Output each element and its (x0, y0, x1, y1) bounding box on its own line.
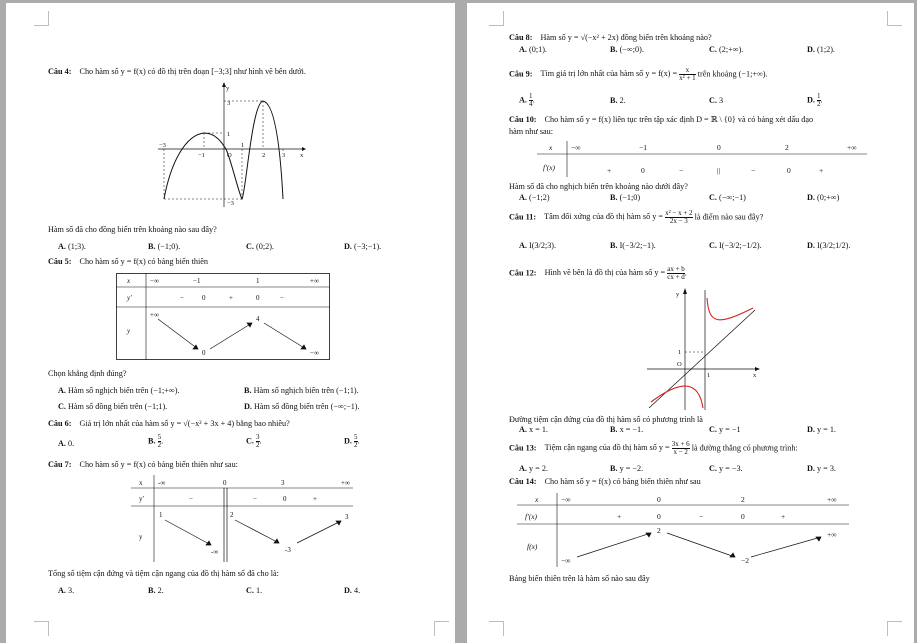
q5-option-b[interactable]: B. Hàm số nghịch biến trên (−1;1). (244, 386, 359, 395)
q10-option-d[interactable]: D. (0;+∞) (807, 193, 840, 202)
svg-text:−1: −1 (639, 143, 647, 152)
q7-question: Tổng số tiệm cận đứng và tiệm cận ngang của đồ thị hàm số đã cho là: (48, 569, 279, 578)
svg-text:1: 1 (256, 277, 260, 285)
crop-mark (34, 11, 49, 26)
svg-text:+∞: +∞ (341, 479, 350, 487)
svg-text:+: + (781, 512, 786, 521)
q10-stem-2: hàm như sau: (509, 127, 554, 136)
q4-text: Cho hàm số y = f(x) có đồ thị trên đoạn [−3;3] như hình vẽ bên dưới. (79, 67, 306, 76)
crop-mark (489, 11, 504, 26)
tick-y1: 1 (227, 131, 231, 138)
y-axis-arrow (683, 288, 687, 294)
svg-text:0: 0 (657, 495, 661, 504)
svg-text:x: x (127, 277, 131, 285)
svg-text:−: − (280, 294, 284, 302)
svg-text:+: + (607, 166, 612, 175)
svg-text:x: x (139, 479, 143, 487)
svg-text:0: 0 (657, 512, 661, 521)
q12-option-d[interactable]: D. y = 1. (807, 425, 836, 434)
svg-text:3: 3 (281, 479, 285, 487)
svg-text:0: 0 (787, 166, 791, 175)
svg-text:+∞: +∞ (827, 530, 837, 539)
q14-variation-table (517, 491, 852, 569)
svg-text:−: − (253, 495, 257, 503)
crop-mark (887, 621, 902, 636)
crop-mark (887, 11, 902, 26)
tick-yneg3: −3 (227, 200, 234, 207)
svg-text:0: 0 (717, 143, 721, 152)
svg-text:-∞: -∞ (211, 548, 219, 556)
svg-text:4: 4 (256, 315, 260, 323)
q5-stem: Câu 5: Cho hàm số y = f(x) có bảng biến thiên (48, 257, 209, 266)
q4-question: Hàm số đã cho đồng biến trên khoảng nào sau đây? (48, 225, 217, 234)
crop-mark (489, 621, 504, 636)
q5-option-d[interactable]: D. Hàm số đồng biến trên (−∞;−1). (244, 402, 360, 411)
svg-text:2: 2 (741, 495, 745, 504)
tick-neg1: −1 (198, 152, 205, 159)
svg-text:0: 0 (256, 294, 260, 302)
svg-text:+: + (617, 512, 622, 521)
q7-option-c[interactable]: C. 1. (246, 586, 263, 595)
svg-text:1: 1 (707, 372, 711, 379)
q10-sign-table (537, 139, 869, 179)
x-axis-arrow (302, 147, 306, 151)
q14-question: Bảng biến thiên trên là hàm số nào sau đây (509, 574, 650, 583)
q10-question: Hàm số đã cho nghịch biến trên khoảng nào dưới đây? (509, 182, 688, 191)
svg-text:0: 0 (223, 479, 227, 487)
svg-text:0: 0 (641, 166, 645, 175)
svg-text:x: x (535, 495, 539, 504)
q4-option-a[interactable]: A. (1;3). (58, 242, 86, 251)
q11-option-a[interactable]: A. I(3/2;3). (519, 241, 557, 250)
svg-text:+: + (313, 495, 317, 503)
svg-text:0: 0 (202, 349, 206, 357)
svg-text:O: O (677, 361, 682, 368)
tick-2: 2 (262, 152, 266, 159)
svg-text:−: − (189, 495, 193, 503)
q5-variation-table (116, 273, 331, 361)
q4-graph (156, 81, 306, 211)
q14-stem: Câu 14: Cho hàm số y = f(x) có bảng biến thiên như sau (509, 477, 701, 486)
tick-3: 3 (282, 152, 286, 159)
curve-left-branch (651, 386, 703, 408)
q12-graph (647, 286, 762, 412)
q6-option-a[interactable]: A. 0. (58, 439, 75, 448)
q8-option-d[interactable]: D. (1;2). (807, 45, 835, 54)
svg-text:−2: −2 (741, 556, 749, 565)
svg-text:−: − (699, 512, 704, 521)
q12-option-a[interactable]: A. x = 1. (519, 425, 548, 434)
svg-text:-∞: -∞ (158, 479, 166, 487)
svg-text:0: 0 (202, 294, 206, 302)
q9-option-a[interactable]: A. $\frac{1}{4}$ . (519, 92, 535, 108)
x-axis-label: x (300, 152, 304, 159)
svg-text:y: y (676, 291, 680, 298)
svg-text:−∞: −∞ (310, 349, 319, 357)
tick-neg3: −3 (159, 142, 166, 149)
q9-option-c[interactable]: C. 3 (709, 96, 724, 105)
q13-stem: Câu 13: Tiệm cận ngang của đồ thị hàm số y = $\frac{3x + 6}{x - 2}$ là đường thẳng có phương trình: (509, 440, 798, 456)
svg-text:||: || (717, 166, 721, 175)
svg-text:+: + (819, 166, 824, 175)
svg-text:+: + (229, 294, 233, 302)
tick-y3: 3 (227, 100, 231, 107)
q10-option-b[interactable]: B. (−1;0) (610, 193, 641, 202)
q4-option-d[interactable]: D. (−3;−1). (344, 242, 382, 251)
q12-option-c[interactable]: C. y = −1 (709, 425, 741, 434)
svg-text:f′(x): f′(x) (543, 163, 556, 172)
svg-text:−1: −1 (193, 277, 201, 285)
q13-option-c[interactable]: C. y = −3. (709, 464, 743, 473)
svg-text:x: x (753, 372, 757, 379)
svg-text:−∞: −∞ (561, 495, 571, 504)
y-axis-label: y (226, 85, 230, 92)
crop-mark (434, 621, 449, 636)
svg-text:1: 1 (678, 349, 682, 356)
q5-question: Chọn khẳng định đúng? (48, 369, 127, 378)
q11-option-b[interactable]: B. I(−3/2;−1). (610, 241, 656, 250)
q4-option-b[interactable]: B. (−1;0). (148, 242, 181, 251)
q7-option-a[interactable]: A. 3. (58, 586, 75, 595)
svg-text:+∞: +∞ (827, 495, 837, 504)
q8-option-a[interactable]: A. (0;1). (519, 45, 547, 54)
q7-option-d[interactable]: D. 4. (344, 586, 361, 595)
svg-text:y′: y′ (127, 294, 132, 302)
svg-text:0: 0 (283, 495, 287, 503)
tick-1: 1 (241, 142, 245, 149)
q7-stem: Câu 7: Cho hàm số y = f(x) có bảng biến thiên như sau: (48, 460, 238, 469)
q13-option-b[interactable]: B. y = −2. (610, 464, 644, 473)
svg-text:−∞: −∞ (561, 556, 571, 565)
svg-text:−∞: −∞ (150, 277, 159, 285)
svg-text:f(x): f(x) (527, 542, 538, 551)
svg-text:2: 2 (230, 511, 234, 519)
q11-stem: Câu 11: Tâm đối xứng của đồ thị hàm số y = $\frac{\text{x² − x + 2}}{2x - 3}$ là điểm nào sau đây? (509, 209, 764, 225)
q4-label: Câu 4: (48, 67, 72, 76)
crop-mark (34, 621, 49, 636)
function-curve (164, 101, 286, 199)
q11-option-d[interactable]: D. I(3/2;1/2). (807, 241, 851, 250)
svg-text:0: 0 (741, 512, 745, 521)
svg-text:+∞: +∞ (150, 311, 159, 319)
svg-text:−: − (751, 166, 756, 175)
svg-text:y: y (139, 533, 143, 541)
q5-option-a[interactable]: A. Hàm số nghịch biến trên (−1;+∞). (58, 386, 180, 395)
q7-variation-table (131, 475, 356, 563)
q7-option-b[interactable]: B. 2. (148, 586, 164, 595)
svg-text:2: 2 (785, 143, 789, 152)
q4-stem (48, 67, 306, 77)
svg-text:−: − (180, 294, 184, 302)
q8-option-b[interactable]: B. (−∞;0). (610, 45, 644, 54)
svg-text:2: 2 (657, 526, 661, 535)
q13-option-d[interactable]: D. y = 3. (807, 464, 836, 473)
svg-text:3: 3 (345, 513, 349, 521)
x-axis-arrow (755, 367, 760, 371)
q11-option-c[interactable]: C. I(−3/2;−1/2). (709, 241, 762, 250)
q8-option-c[interactable]: C. (2;+∞). (709, 45, 744, 54)
q10-stem: Câu 10: Cho hàm số y = f(x) liên tục trên tập xác định D = ℝ \ {0} và có bảng xét dấu đạo (509, 115, 814, 124)
curve-right-branch (707, 298, 753, 320)
q6-option-b[interactable]: B. $\frac{5}{2}$ . (148, 433, 164, 449)
svg-text:y′: y′ (139, 495, 145, 503)
origin-label: O (227, 152, 232, 159)
svg-text:1: 1 (159, 511, 163, 519)
page-left (6, 3, 455, 643)
q6-stem: Câu 6: Giá trị lớn nhất của hàm số y = √(−x² + 3x + 4) bằng bao nhiêu? (48, 419, 290, 428)
q9-stem: Câu 9: Tìm giá trị lớn nhất của hàm số y = f(x) = $\frac{x}{\text{x² + 1}}$ trên khoảng (−1;+∞). (509, 66, 768, 82)
q10-option-c[interactable]: C. (−∞;−1) (709, 193, 746, 202)
svg-text:f′(x): f′(x) (525, 512, 538, 521)
q6-option-c[interactable]: C. $\frac{3}{2}$ . (246, 433, 262, 449)
svg-text:+∞: +∞ (310, 277, 319, 285)
svg-text:+∞: +∞ (847, 143, 857, 152)
svg-text:−∞: −∞ (571, 143, 581, 152)
q4-option-c[interactable]: C. (0;2). (246, 242, 274, 251)
q8-stem: Câu 8: Hàm số y = √(−x² + 2x) đồng biến trên khoảng nào? (509, 33, 712, 42)
q10-option-a[interactable]: A. (−1;2) (519, 193, 550, 202)
q12-option-b[interactable]: B. x = −1. (610, 425, 644, 434)
q12-stem: Câu 12: Hình vẽ bên là đồ thị của hàm số y = $\frac{ax + b}{cx + d}$ . (509, 265, 687, 281)
svg-text:−: − (679, 166, 684, 175)
page-right (467, 3, 914, 643)
q9-option-b[interactable]: B. 2. (610, 96, 626, 105)
q9-option-d[interactable]: D. $\frac{1}{2}$ . (807, 92, 823, 108)
q6-option-d[interactable]: D. $\frac{5}{2}$ . (344, 433, 360, 449)
svg-text:y: y (127, 327, 131, 335)
svg-text:-3: -3 (285, 546, 291, 554)
q12-question: Đường tiệm cận đứng của đồ thị hàm số có phương trình là (509, 415, 703, 424)
svg-text:x: x (549, 143, 553, 152)
q5-option-c[interactable]: C. Hàm số đồng biến trên (−1;1). (58, 402, 168, 411)
q13-option-a[interactable]: A. y = 2. (519, 464, 548, 473)
